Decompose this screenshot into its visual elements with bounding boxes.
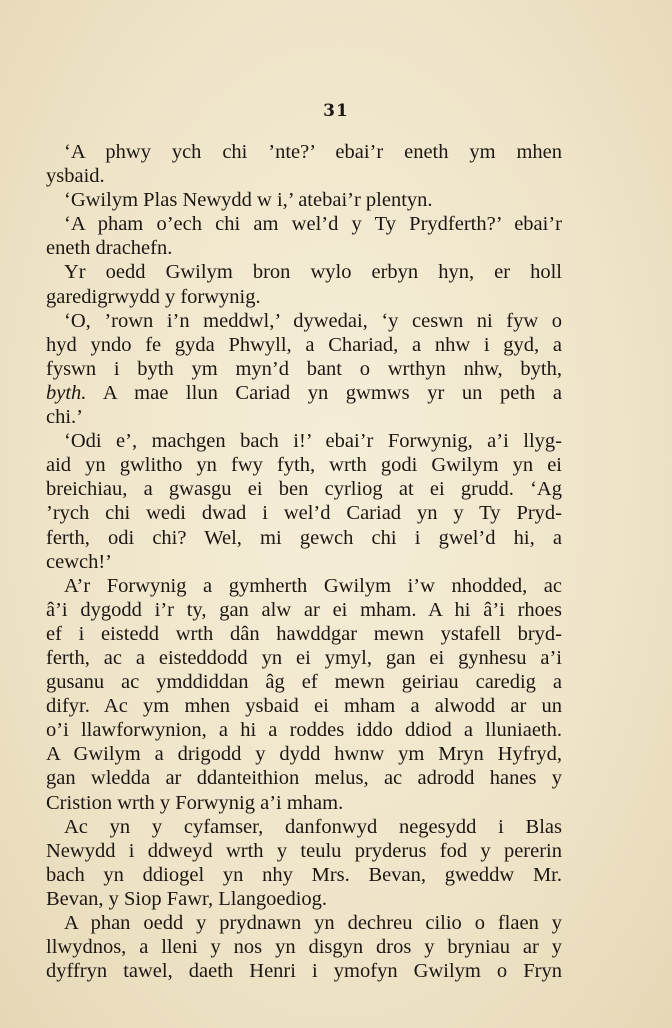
text-line: o’i llawforwynion, a hi a roddes iddo ddiod a lluniaeth.: [46, 719, 562, 742]
text-line: ‘A pham o’ech chi am wel’d y Ty Prydferth?’ ebai’r: [64, 213, 562, 236]
text-line: eneth drachefn.: [46, 237, 173, 260]
text-line: llwydnos, a lleni y nos yn disgyn dros y bryniau ar y: [46, 936, 562, 959]
text-line: gan wledda ar ddanteithion melus, ac adrodd hanes y: [46, 767, 562, 790]
text-line: fyswn i byth ym myn’d bant o wrthyn nhw, byth,: [46, 357, 562, 380]
body-text: [46, 140, 562, 983]
text-line: garedigrwydd y forwynig.: [46, 285, 261, 308]
text-line: difyr. Ac ym mhen ysbaid ei mham a alwodd ar un: [46, 695, 562, 718]
text-line: ferth, ac a eisteddodd yn ei ymyl, gan ei gynhesu a’i: [46, 646, 562, 669]
paragraph: [46, 815, 562, 911]
page-number: 31: [323, 101, 349, 121]
text-line: Yr oedd Gwilym bron wylo erbyn hyn, er holl: [64, 261, 562, 284]
text-line: A’r Forwynig a gymherth Gwilym i’w nhodded, ac: [64, 574, 562, 597]
text-line: A Gwilym a drigodd y dydd hwnw ym Mryn Hyfryd,: [46, 743, 562, 766]
paragraph: [46, 188, 562, 212]
text-line: chi.’: [46, 406, 83, 429]
text-line: hyd yndo fe gyda Phwyll, a Chariad, a nhw i gyd, a: [46, 333, 562, 356]
text-line-italic-start: byth. A mae llun Cariad yn gwmws yr un peth a: [46, 381, 562, 404]
paragraph: [46, 429, 562, 574]
text-line: A phan oedd y prydnawn yn dechreu cilio o flaen y: [64, 912, 562, 934]
text-line: ‘Odi e’, machgen bach i!’ ebai’r Forwynig, a’i llyg-: [64, 430, 562, 453]
text-line: gusanu ac ymddiddan âg ef mewn geiriau caredig a: [46, 671, 562, 694]
text-line: dyffryn tawel, daeth Henri i ymofyn Gwilym o Fryn: [46, 960, 562, 983]
text-line: ‘A phwy ych chi ’nte?’ ebai’r eneth ym mhen: [64, 141, 562, 163]
text-line: ‘O, ’rown i’n meddwl,’ dywedai, ‘y ceswn ni fyw o: [64, 309, 562, 332]
text-line: Newydd i ddweyd wrth y teulu pryderus fod y pererin: [46, 839, 562, 862]
text-line: cewch!’: [46, 550, 113, 573]
text-line: breichiau, a gwasgu ei ben cyrliog at ei grudd. ‘Ag: [46, 478, 562, 501]
text-line: ysbaid.: [46, 165, 105, 188]
text-line: bach yn ddiogel yn nhy Mrs. Bevan, gweddw Mr.: [46, 863, 562, 886]
paragraph: [46, 574, 562, 815]
text-line: Ac yn y cyfamser, danfonwyd negesydd i Blas: [64, 815, 562, 838]
text-line: Cristion wrth y Forwynig a’i mham.: [46, 791, 344, 814]
text-line: ’rych chi wedi dwad i wel’d Cariad yn y Ty Pryd-: [46, 502, 562, 525]
paragraph: [46, 260, 562, 308]
paragraph: [46, 212, 562, 260]
text-line: ‘Gwilym Plas Newydd w i,’ atebai’r plentyn.: [64, 189, 433, 212]
text-line: ferth, odi chi? Wel, mi gewch chi i gwel’d hi, a: [46, 526, 562, 549]
italic-word: byth.: [46, 381, 87, 404]
paragraph: [46, 911, 562, 983]
paragraph: [46, 140, 562, 188]
paragraph: [46, 309, 562, 429]
text-line: ef i eistedd wrth dân hawddgar mewn ystafell bryd-: [46, 622, 562, 645]
text-line: â’i dygodd i’r ty, gan alw ar ei mham. A hi â’i rhoes: [46, 598, 562, 621]
text-line: aid yn gwlitho yn fwy fyth, wrth godi Gwilym yn ei: [46, 454, 562, 477]
text-line: Bevan, y Siop Fawr, Llangoediog.: [46, 887, 328, 910]
